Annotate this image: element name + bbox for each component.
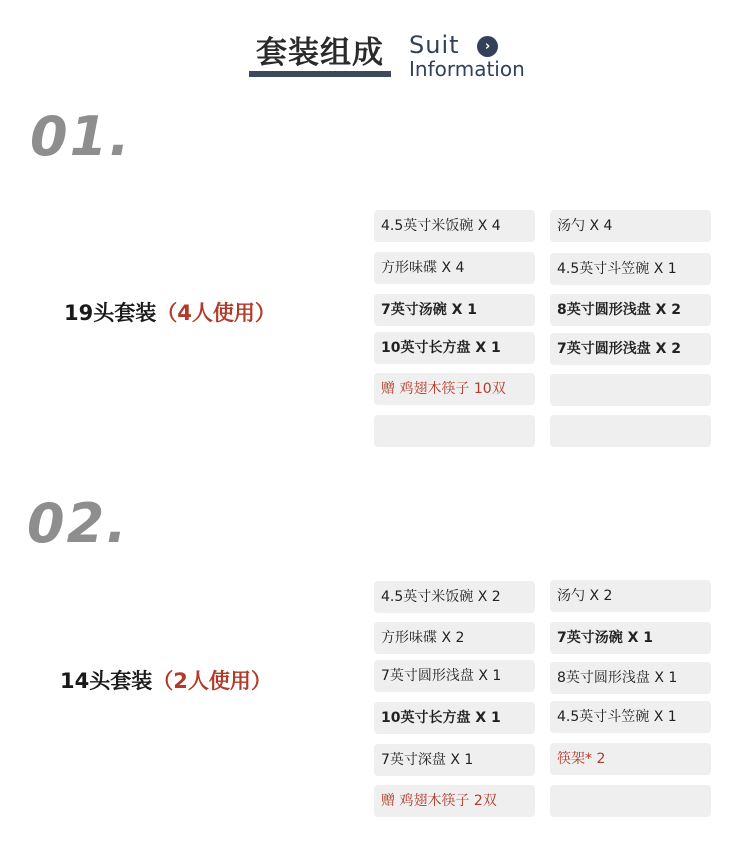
item-cell: 7英寸圆形浅盘 X 1 — [374, 660, 535, 692]
item-cell: 7英寸汤碗 X 1 — [374, 294, 535, 326]
item-cell: 方形味碟 X 4 — [374, 252, 535, 284]
section-number-2: 02. — [27, 492, 129, 555]
item-cell: 10英寸长方盘 X 1 — [374, 702, 535, 734]
empty-cell — [550, 785, 711, 817]
item-cell: 10英寸长方盘 X 1 — [374, 332, 535, 364]
set-note: （2人使用） — [152, 669, 272, 693]
gift-item-cell: 赠 鸡翅木筷子 2双 — [374, 785, 535, 817]
set-label-1 — [64, 297, 276, 327]
title-en-suit: Suit — [409, 31, 460, 59]
set-label-2 — [60, 665, 272, 695]
title-underline — [249, 71, 391, 77]
item-cell: 8英寸圆形浅盘 X 2 — [550, 294, 711, 326]
item-cell: 4.5英寸米饭碗 X 2 — [374, 581, 535, 613]
gift-item-cell: 赠 鸡翅木筷子 10双 — [374, 373, 535, 405]
item-cell: 7英寸汤碗 X 1 — [550, 622, 711, 654]
title-en-information: Information — [409, 57, 525, 81]
section-number-1: 01. — [30, 105, 132, 168]
item-cell: 4.5英寸米饭碗 X 4 — [374, 210, 535, 242]
empty-cell — [550, 374, 711, 406]
empty-cell — [550, 415, 711, 447]
item-cell: 7英寸深盘 X 1 — [374, 744, 535, 776]
item-cell: 方形味碟 X 2 — [374, 622, 535, 654]
empty-cell — [374, 415, 535, 447]
item-cell: 4.5英寸斗笠碗 X 1 — [550, 253, 711, 285]
set-name: 19头套装 — [64, 301, 157, 325]
item-cell: 筷架* 2 — [550, 743, 711, 775]
item-cell: 汤勺 X 4 — [550, 210, 711, 242]
set-note: （4人使用） — [156, 301, 276, 325]
item-cell: 4.5英寸斗笠碗 X 1 — [550, 701, 711, 733]
item-cell: 8英寸圆形浅盘 X 1 — [550, 662, 711, 694]
chevron-right-icon: › — [477, 36, 498, 57]
page-title: 套装组成 — [256, 35, 384, 71]
item-cell: 7英寸圆形浅盘 X 2 — [550, 333, 711, 365]
set-name: 14头套装 — [60, 669, 153, 693]
item-cell: 汤勺 X 2 — [550, 580, 711, 612]
